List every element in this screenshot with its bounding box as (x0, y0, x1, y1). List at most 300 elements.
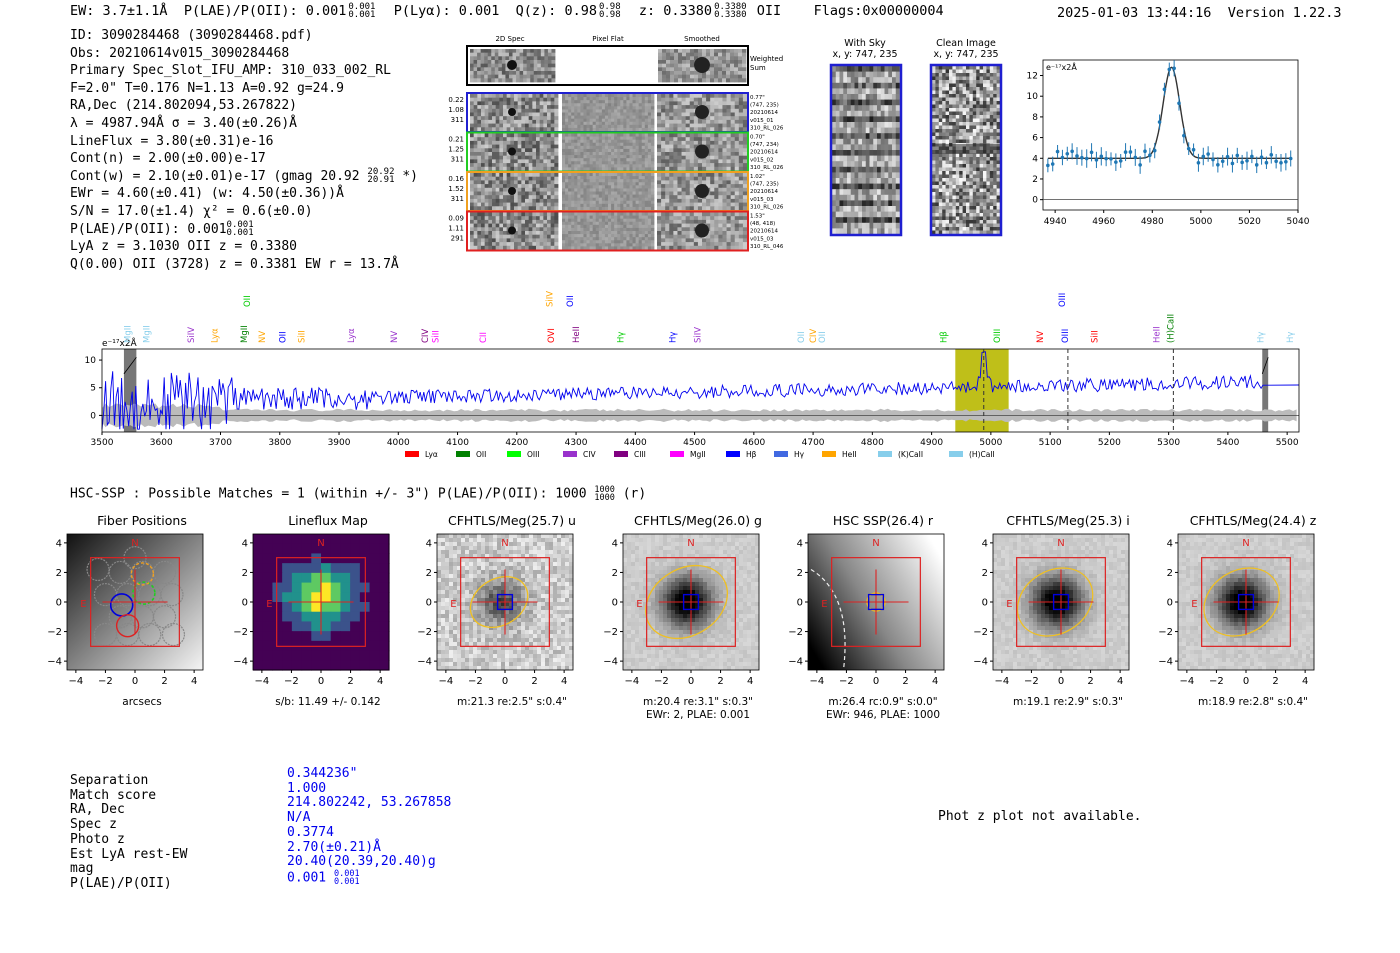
pixel (966, 157, 970, 161)
pixel (587, 237, 590, 240)
pixel (571, 192, 574, 195)
pixel (481, 206, 485, 210)
pixel (614, 137, 617, 140)
pixel (855, 178, 859, 184)
pixel (648, 243, 651, 246)
pixel (514, 242, 518, 246)
pixel (614, 128, 617, 131)
pixel (694, 220, 698, 224)
pixel (580, 176, 583, 179)
pixel (666, 71, 670, 75)
pixel (629, 158, 632, 161)
pixel (847, 122, 851, 128)
pixel (514, 235, 518, 239)
pixel (690, 177, 694, 181)
pixel (718, 156, 722, 160)
pixel (571, 152, 574, 155)
pixel (577, 100, 580, 103)
pixel (963, 98, 967, 102)
pixel (514, 203, 518, 207)
pixel (990, 129, 994, 133)
pixel (580, 188, 583, 191)
pixel (626, 246, 629, 249)
pixel (474, 195, 478, 199)
pixel (547, 127, 551, 131)
pixel (474, 213, 478, 217)
pixel (690, 213, 694, 217)
pixel (642, 213, 645, 216)
pixel (870, 116, 874, 122)
pixel (976, 77, 980, 81)
pixel (661, 105, 665, 109)
pixel (743, 105, 747, 109)
pixel (580, 216, 583, 219)
pixel (498, 75, 502, 79)
pixel (602, 97, 605, 100)
pixel (698, 53, 702, 57)
pixel (495, 71, 499, 75)
pixel (939, 178, 943, 182)
pixel (881, 172, 885, 178)
pixel (571, 137, 574, 140)
pixel (665, 213, 669, 217)
pixel (636, 182, 639, 185)
pixel (651, 179, 654, 182)
pixel (706, 246, 710, 250)
pixel (731, 109, 735, 113)
pixel (633, 128, 636, 131)
pixel (855, 195, 859, 201)
pixel (661, 246, 665, 250)
pixel (896, 111, 900, 117)
pixel (710, 101, 714, 105)
pixel (942, 115, 946, 119)
pixel (623, 237, 626, 240)
pixel (518, 192, 522, 196)
pixel (690, 49, 694, 53)
pixel (862, 122, 866, 128)
pixel (642, 173, 645, 176)
pixel (510, 177, 514, 181)
pixel (969, 112, 973, 116)
pixel (481, 137, 485, 141)
pixel (942, 157, 946, 161)
pixel (518, 238, 522, 242)
pixel (682, 192, 686, 196)
pixel (521, 224, 525, 228)
pixel (986, 112, 990, 116)
pixel (963, 105, 967, 109)
pixel (892, 111, 896, 117)
pixel (743, 224, 747, 228)
pixel (633, 234, 636, 237)
pixel (470, 101, 474, 105)
pixel (966, 175, 970, 179)
pixel (580, 109, 583, 112)
pixel (568, 122, 571, 125)
pixel (596, 158, 599, 161)
pixel (571, 222, 574, 225)
pixel (710, 152, 714, 156)
pixel (956, 161, 960, 165)
pixel (661, 220, 665, 224)
pixel (547, 163, 551, 167)
pixel (648, 219, 651, 222)
pixel (888, 189, 892, 195)
pixel (633, 228, 636, 231)
pixel (633, 164, 636, 167)
pixel (492, 156, 496, 160)
pixel (499, 145, 503, 149)
pixel (474, 152, 478, 156)
pixel (832, 116, 836, 122)
pixel (722, 137, 726, 141)
pixel (599, 143, 602, 146)
pixel (547, 213, 551, 217)
pixel (727, 127, 731, 131)
pixel (734, 78, 738, 82)
pixel (935, 161, 939, 165)
pixel (657, 145, 661, 149)
pixel (682, 148, 686, 152)
pixel (499, 184, 503, 188)
pixel (648, 195, 651, 198)
pixel (946, 122, 950, 126)
pixel (727, 242, 731, 246)
pixel (966, 161, 970, 165)
pixel (730, 60, 734, 64)
pixel (686, 105, 690, 109)
pixel (608, 185, 611, 188)
pixel (571, 140, 574, 143)
pixel (532, 167, 536, 171)
pixel (722, 184, 726, 188)
pixel (534, 49, 538, 53)
pixel (734, 64, 738, 68)
pixel (866, 172, 870, 178)
pixel (665, 127, 669, 131)
pixel (651, 176, 654, 179)
pixel (932, 178, 936, 182)
pixel (714, 242, 718, 246)
pixel (648, 173, 651, 176)
pixel (686, 60, 690, 64)
pixel (617, 195, 620, 198)
row-right-label: (747, 235) (750, 181, 779, 188)
pixel (633, 97, 636, 100)
header-right (1057, 5, 1342, 21)
pixel (574, 216, 577, 219)
pixel (651, 237, 654, 240)
pixel (520, 49, 524, 53)
pixel (507, 216, 511, 220)
pixel (577, 106, 580, 109)
pixel (593, 164, 596, 167)
pixel (513, 56, 517, 60)
pixel (496, 141, 500, 145)
pixel (488, 109, 492, 113)
pixel (580, 204, 583, 207)
pixel (548, 53, 552, 57)
pixel (942, 112, 946, 116)
pixel (577, 240, 580, 243)
pixel (973, 115, 977, 119)
pixel (686, 113, 690, 117)
pixel (474, 203, 478, 207)
pixel (577, 143, 580, 146)
pixel (496, 177, 500, 181)
pixel (599, 228, 602, 231)
pixel (580, 222, 583, 225)
pixel (477, 213, 481, 217)
pixel (702, 238, 706, 242)
pixel (623, 94, 626, 97)
pixel (620, 161, 623, 164)
pixel (677, 105, 681, 109)
pixel (593, 225, 596, 228)
pixel (481, 156, 485, 160)
pixel (590, 179, 593, 182)
pixel (881, 150, 885, 156)
pixel (623, 185, 626, 188)
pixel (611, 125, 614, 128)
pixel (976, 175, 980, 179)
pixel (498, 67, 502, 71)
pixel (742, 67, 746, 71)
pixel (639, 140, 642, 143)
pixel (499, 224, 503, 228)
pixel (686, 159, 690, 163)
pixel (855, 139, 859, 145)
pixel (593, 182, 596, 185)
pixel (611, 228, 614, 231)
pixel (507, 98, 511, 102)
pixel (639, 103, 642, 106)
pixel (885, 161, 889, 167)
pixel (651, 207, 654, 210)
pixel (674, 60, 678, 64)
pixel (722, 78, 726, 82)
pixel (990, 87, 994, 91)
pixel (973, 119, 977, 123)
pixel (529, 227, 533, 231)
pixel (571, 155, 574, 158)
pixel (544, 53, 548, 57)
pixel (665, 199, 669, 203)
pixel (516, 49, 520, 53)
pixel (642, 122, 645, 125)
pixel (976, 84, 980, 88)
pixel (885, 77, 889, 83)
pixel (706, 242, 710, 246)
pixel (743, 199, 747, 203)
pixel (639, 237, 642, 240)
pixel (568, 137, 571, 140)
pixel (544, 60, 548, 64)
pixel (577, 173, 580, 176)
pixel (642, 149, 645, 152)
pixel (706, 220, 710, 224)
pixel (832, 217, 836, 223)
pixel (642, 155, 645, 158)
pixel (678, 78, 682, 82)
pixel (580, 185, 583, 188)
pixel (565, 228, 568, 231)
pixel (605, 228, 608, 231)
pixel (532, 242, 536, 246)
pixel (488, 148, 492, 152)
pixel (477, 231, 481, 235)
pixel (554, 224, 558, 228)
pixel (470, 120, 474, 124)
pixel (525, 105, 529, 109)
pixel (481, 159, 485, 163)
pixel (507, 124, 511, 128)
pixel (629, 152, 632, 155)
pixel (608, 225, 611, 228)
pixel (990, 77, 994, 81)
pixel (547, 113, 551, 117)
pixel (718, 152, 722, 156)
pixel (496, 113, 500, 117)
info-block (70, 27, 418, 273)
pixel (956, 105, 960, 109)
pixel (562, 128, 565, 131)
pixel (574, 225, 577, 228)
pixel (731, 213, 735, 217)
pixel (492, 148, 496, 152)
pixel (743, 152, 747, 156)
pixel (605, 188, 608, 191)
pixel (832, 184, 836, 190)
pixel (568, 198, 571, 201)
pixel (551, 113, 555, 117)
pixel (574, 109, 577, 112)
pixel (843, 161, 847, 167)
pixel (571, 185, 574, 188)
pixel (518, 224, 522, 228)
pixel (896, 100, 900, 106)
pixel (718, 173, 722, 177)
pixel (477, 113, 481, 117)
pixel (888, 139, 892, 145)
pixel (651, 137, 654, 140)
pixel (969, 119, 973, 123)
pixel (851, 77, 855, 83)
pixel (470, 71, 474, 75)
pixel (521, 141, 525, 145)
pixel (593, 125, 596, 128)
pixel (674, 64, 678, 68)
pixel (690, 184, 694, 188)
pixel (662, 56, 666, 60)
pixel (525, 206, 529, 210)
pixel (529, 220, 533, 224)
pixel (976, 80, 980, 84)
pixel (836, 189, 840, 195)
pixel (881, 167, 885, 173)
pixel (590, 97, 593, 100)
pixel (547, 159, 551, 163)
pixel (980, 175, 984, 179)
pixel (470, 75, 474, 79)
pixel (939, 98, 943, 102)
pixel (959, 77, 963, 81)
pixel (722, 159, 726, 163)
pixel (626, 146, 629, 149)
pixel (521, 145, 525, 149)
pixel (503, 192, 507, 196)
pixel (727, 213, 731, 217)
pixel (682, 67, 686, 71)
pixel (623, 109, 626, 112)
pixel (590, 155, 593, 158)
pixel (639, 231, 642, 234)
pixel (722, 216, 726, 220)
pixel (633, 146, 636, 149)
pixel (986, 175, 990, 179)
pixel (547, 188, 551, 192)
pixel (836, 156, 840, 162)
pixel (554, 120, 558, 124)
pixel (739, 141, 743, 145)
pixel (537, 60, 541, 64)
pixel (657, 246, 661, 250)
pixel (562, 97, 565, 100)
pixel (952, 154, 956, 158)
pixel (710, 105, 714, 109)
pixel (714, 120, 718, 124)
pixel (608, 228, 611, 231)
pixel (722, 53, 726, 57)
pixel (694, 246, 698, 250)
pixel (568, 161, 571, 164)
pixel (587, 219, 590, 222)
pixel (518, 206, 522, 210)
pixel (718, 220, 722, 224)
pixel (633, 176, 636, 179)
pixel (518, 137, 522, 141)
pixel (623, 106, 626, 109)
pixel (657, 120, 661, 124)
pixel (885, 94, 889, 100)
pixel (946, 119, 950, 123)
pixel (963, 133, 967, 137)
pixel (832, 150, 836, 156)
pixel (851, 94, 855, 100)
pixel (935, 108, 939, 112)
pixel (590, 240, 593, 243)
pixel (993, 164, 997, 168)
pixel (470, 145, 474, 149)
pixel (608, 243, 611, 246)
pixel (645, 240, 648, 243)
pixel (730, 78, 734, 82)
pixel (474, 113, 478, 117)
pixel (599, 176, 602, 179)
pixel (896, 195, 900, 201)
pixel (499, 238, 503, 242)
pixel (730, 53, 734, 57)
pixel (636, 204, 639, 207)
pixel (587, 204, 590, 207)
pixel (617, 179, 620, 182)
pixel (536, 120, 540, 124)
pixel (738, 53, 742, 57)
pixel (620, 198, 623, 201)
pixel (739, 206, 743, 210)
pixel (571, 240, 574, 243)
